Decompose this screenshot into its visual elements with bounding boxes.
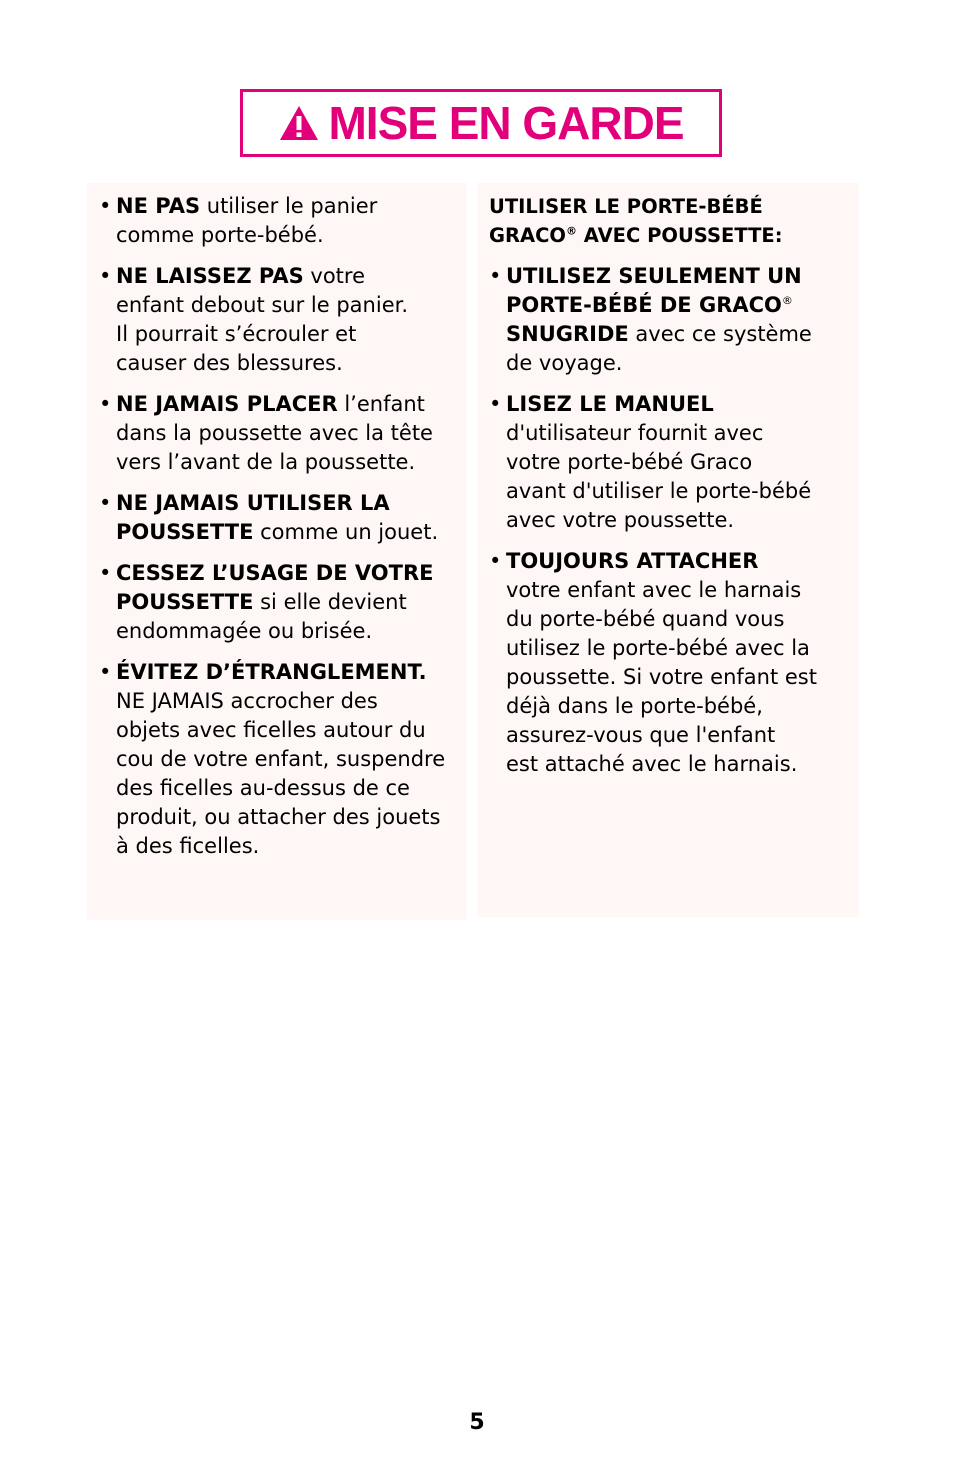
plain-text: si elle devient bbox=[253, 590, 407, 614]
warning-item bbox=[99, 390, 467, 477]
warning-item bbox=[99, 559, 467, 646]
plain-text: à des ficelles. bbox=[116, 834, 260, 858]
plain-text: avec votre poussette. bbox=[506, 508, 735, 532]
text-line bbox=[116, 221, 467, 250]
plain-text: utilisez le porte-bébé avec la bbox=[506, 636, 810, 660]
plain-text: assurez-vous que l'enfant bbox=[506, 723, 776, 747]
bold-text: TOUJOURS ATTACHER bbox=[506, 549, 759, 573]
plain-text: votre bbox=[303, 264, 365, 288]
text-line bbox=[506, 390, 859, 419]
left-warning-panel bbox=[87, 183, 467, 920]
bold-text: NE LAISSEZ PAS bbox=[116, 264, 304, 288]
plain-text: d'utilisateur fournit avec bbox=[506, 421, 764, 445]
bold-text: POUSSETTE bbox=[116, 520, 254, 544]
plain-text: produit, ou attacher des jouets bbox=[116, 805, 441, 829]
bold-text: ÉVITEZ D’ÉTRANGLEMENT. bbox=[116, 660, 427, 684]
bold-text: POUSSETTE bbox=[116, 590, 254, 614]
text-line bbox=[116, 716, 467, 745]
bullet: • bbox=[489, 264, 502, 288]
bold-text: LISEZ LE MANUEL bbox=[506, 392, 714, 416]
text-line bbox=[506, 721, 859, 750]
warning-item bbox=[99, 262, 467, 378]
plain-text: votre porte-bébé Graco bbox=[506, 450, 753, 474]
right-warning-panel bbox=[477, 183, 859, 917]
bullet: • bbox=[99, 392, 112, 416]
bold-text: UTILISEZ SEULEMENT UN bbox=[506, 264, 802, 288]
plain-text: utiliser le panier bbox=[200, 194, 378, 218]
right-warning-content bbox=[477, 183, 859, 791]
text-line bbox=[116, 559, 467, 588]
plain-text: comme porte-bébé. bbox=[116, 223, 324, 247]
bold-text: GRACO bbox=[489, 224, 567, 247]
text-line bbox=[116, 518, 467, 547]
plain-text: comme un jouet. bbox=[253, 520, 439, 544]
registered-mark: ® bbox=[566, 224, 578, 238]
text-line bbox=[116, 349, 467, 378]
warning-item bbox=[99, 658, 467, 861]
plain-text: votre enfant avec le harnais bbox=[506, 578, 802, 602]
text-line bbox=[116, 390, 467, 419]
text-line bbox=[506, 477, 859, 506]
plain-text: du porte-bébé quand vous bbox=[506, 607, 785, 631]
registered-mark: ® bbox=[781, 294, 793, 307]
text-line bbox=[116, 262, 467, 291]
plain-text: objets avec ficelles autour du bbox=[116, 718, 426, 742]
text-line bbox=[116, 687, 467, 716]
plain-text: NE JAMAIS accrocher des bbox=[116, 689, 378, 713]
warning-item bbox=[489, 390, 859, 535]
text-line bbox=[116, 419, 467, 448]
plain-text: dans la poussette avec la tête bbox=[116, 421, 433, 445]
plain-text: cou de votre enfant, suspendre bbox=[116, 747, 446, 771]
text-line bbox=[506, 634, 859, 663]
bold-text: AVEC POUSSETTE: bbox=[577, 224, 783, 247]
warning-header bbox=[240, 89, 722, 157]
bold-text: NE JAMAIS UTILISER LA bbox=[116, 491, 390, 515]
text-line bbox=[116, 745, 467, 774]
text-line bbox=[506, 419, 859, 448]
text-line bbox=[506, 576, 859, 605]
warning-item bbox=[489, 262, 859, 378]
bullet: • bbox=[99, 491, 112, 515]
section-heading bbox=[489, 192, 859, 250]
text-line bbox=[506, 291, 859, 320]
text-line bbox=[506, 320, 859, 349]
text-line bbox=[506, 750, 859, 779]
plain-text: endommagée ou brisée. bbox=[116, 619, 373, 643]
warning-item bbox=[489, 547, 859, 779]
bullet: • bbox=[99, 561, 112, 585]
text-line bbox=[116, 617, 467, 646]
warning-item bbox=[99, 489, 467, 547]
plain-text: enfant debout sur le panier. bbox=[116, 293, 408, 317]
warning-item bbox=[99, 192, 467, 250]
bullet: • bbox=[99, 660, 112, 684]
bold-text: CESSEZ L’USAGE DE VOTRE bbox=[116, 561, 434, 585]
bold-text: NE PAS bbox=[116, 194, 201, 218]
bullet: • bbox=[489, 549, 502, 573]
bold-text: SNUGRIDE bbox=[506, 322, 629, 346]
warning-triangle-icon bbox=[278, 104, 320, 142]
plain-text: Il pourrait s’écrouler et bbox=[116, 322, 357, 346]
bullet: • bbox=[489, 392, 502, 416]
bold-text: PORTE-BÉBÉ DE GRACO bbox=[506, 293, 782, 317]
text-line bbox=[506, 547, 859, 576]
text-line bbox=[116, 320, 467, 349]
bullet: • bbox=[99, 264, 112, 288]
text-line bbox=[506, 663, 859, 692]
plain-text: est attaché avec le harnais. bbox=[506, 752, 798, 776]
bullet: • bbox=[99, 194, 112, 218]
text-line bbox=[506, 448, 859, 477]
bold-text: NE JAMAIS PLACER bbox=[116, 392, 338, 416]
text-line bbox=[506, 692, 859, 721]
plain-text: de voyage. bbox=[506, 351, 623, 375]
plain-text: poussette. Si votre enfant est bbox=[506, 665, 817, 689]
text-line bbox=[506, 605, 859, 634]
plain-text: des ficelles au-dessus de ce bbox=[116, 776, 410, 800]
text-line bbox=[116, 803, 467, 832]
text-line bbox=[506, 262, 859, 291]
text-line bbox=[116, 588, 467, 617]
text-line bbox=[116, 291, 467, 320]
text-line bbox=[116, 832, 467, 861]
plain-text: avant d'utiliser le porte-bébé bbox=[506, 479, 812, 503]
plain-text: l’enfant bbox=[337, 392, 425, 416]
text-line bbox=[506, 349, 859, 378]
text-line bbox=[489, 192, 859, 221]
text-line bbox=[116, 658, 467, 687]
right-warning-list bbox=[489, 262, 859, 779]
plain-text: déjà dans le porte-bébé, bbox=[506, 694, 763, 718]
text-line bbox=[116, 192, 467, 221]
text-line bbox=[116, 448, 467, 477]
text-line bbox=[489, 221, 859, 250]
plain-text: avec ce système bbox=[628, 322, 812, 346]
text-line bbox=[506, 506, 859, 535]
page-number: 5 bbox=[469, 1410, 485, 1435]
plain-text: causer des blessures. bbox=[116, 351, 343, 375]
bold-text: UTILISER LE PORTE-BÉBÉ bbox=[489, 195, 763, 218]
left-warning-list bbox=[87, 183, 467, 873]
text-line bbox=[116, 489, 467, 518]
text-line bbox=[116, 774, 467, 803]
plain-text: vers l’avant de la poussette. bbox=[116, 450, 416, 474]
warning-title: MISE EN GARDE bbox=[328, 97, 684, 149]
